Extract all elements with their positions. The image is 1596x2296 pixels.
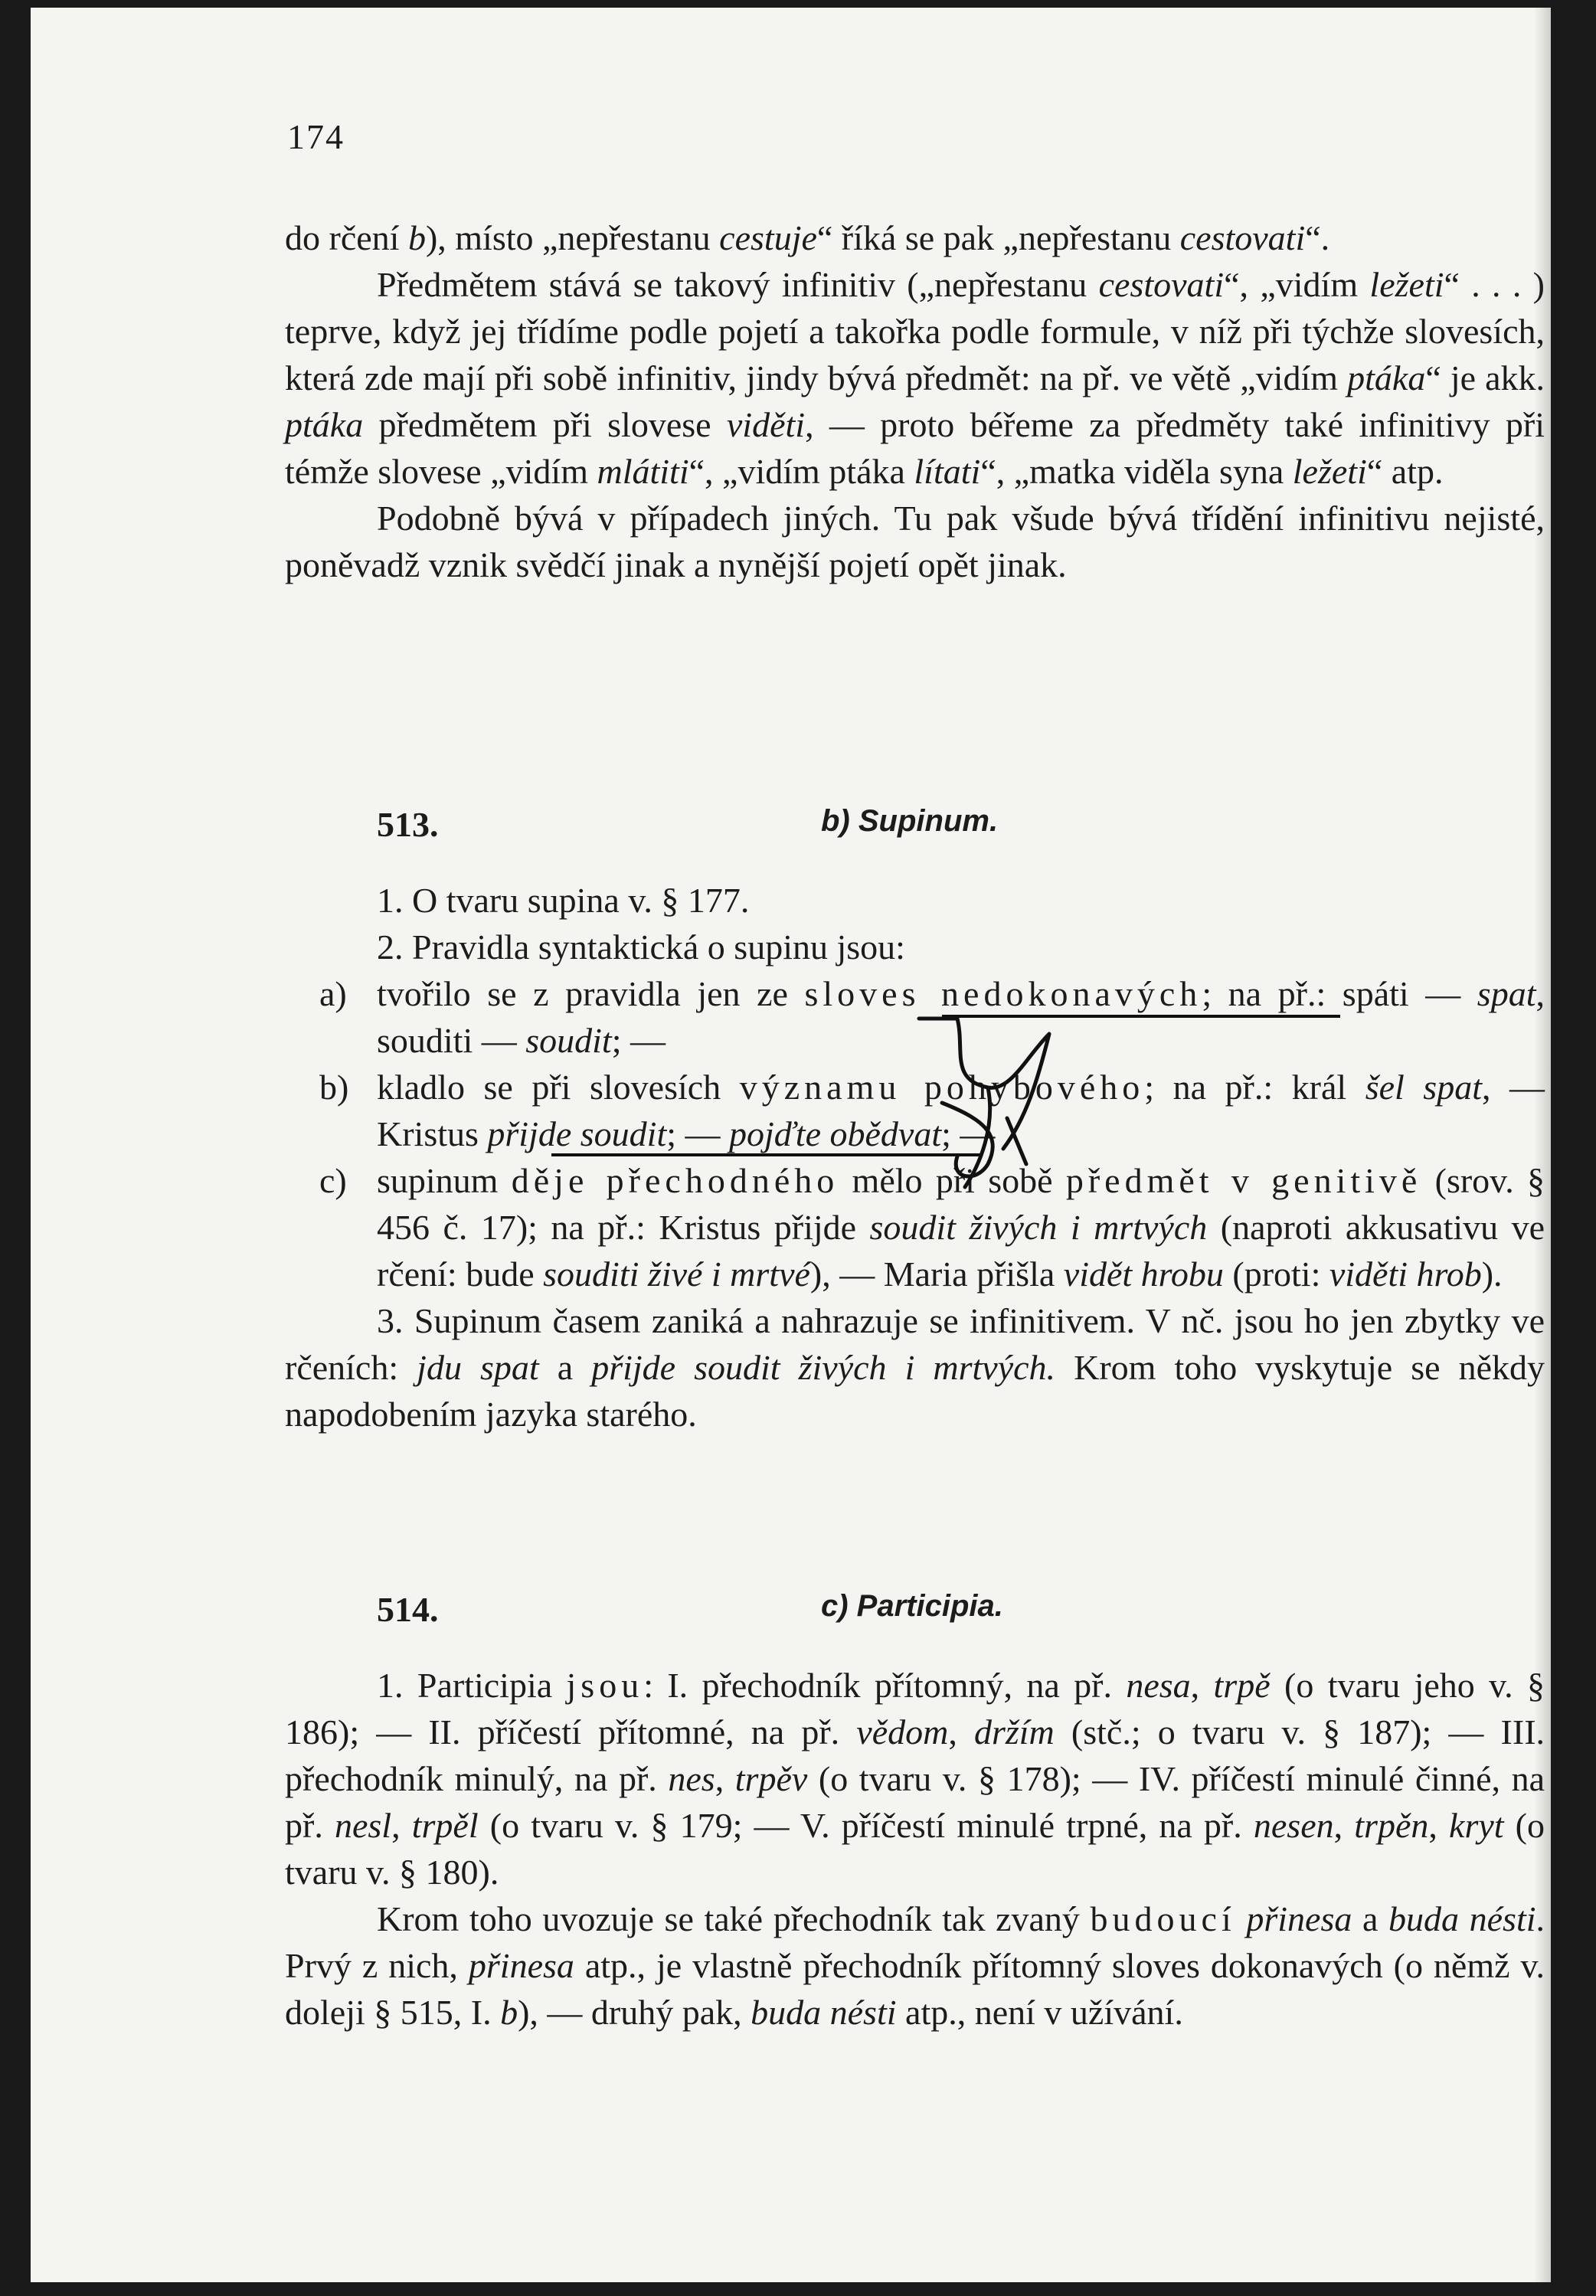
page-number: 174 [287, 117, 345, 156]
handwritten-underline-b [551, 1153, 980, 1156]
handwritten-underline-a [942, 1015, 1340, 1018]
section-513-title: b) Supinum. [821, 804, 999, 838]
s514-point-2: Krom toho uvozuje se také přechodník tak zvaný budoucí přinesa a buda nésti. Prvý z nich, přinesa atp., je vlastně přechodník přítomný sloves dokonavých (o němž v. doleji § 515, I. b), — druhý pak, buda nésti atp., není v užívání. [285, 1899, 1545, 2032]
section-514-heading [285, 1589, 1545, 1643]
s513-point-2: 2. Pravidla syntaktická o supinu jsou: [377, 927, 905, 966]
book-page [31, 8, 1551, 2282]
s513-item-b: b) kladlo se při slovesích významu pohybového; na př.: král šel spat, — Kristus přijde soudit; — pojďte obědvat; — [319, 1068, 1545, 1153]
intro-paragraph-3: Podobně bývá v případech jiných. Tu pak všude bývá třídění infinitivu nejisté, poněvadž vznik svědčí jinak a nynější pojetí opět jinak. [285, 499, 1545, 584]
s513-item-c: c) supinum děje přechodného mělo při sobě předmět v genitivě (srov. § 456 č. 17); na př.: Kristus přijde soudit živých i mrtvých (naproti akkusativu ve rčení: bude souditi živé i mrtvé), — Maria přišla vidět hrobu (proti: viděti hrob). [319, 1161, 1545, 1294]
section-514-number: 514. [377, 1590, 439, 1629]
s513-point-1: 1. O tvaru supina v. § 177. [377, 881, 750, 920]
intro-paragraph-1: do rčení b), místo „nepřestanu cestuje“ říká se pak „nepřestanu cestovati“. [285, 218, 1330, 257]
section-513-body [285, 877, 1545, 1437]
section-513-number: 513. [377, 805, 439, 844]
intro-block [285, 214, 1545, 588]
section-514-body [285, 1662, 1545, 2036]
section-513-heading [285, 804, 1545, 858]
intro-paragraph-2: Předmětem stává se takový infinitiv („nepřestanu cestovati“, „vidím ležeti“ . . . ) teprve, když jej třídíme podle pojetí a takořka podle formule, v níž při týchže slovesích, která zde mají při sobě infinitiv, jindy bývá předmět: na př. ve větě „vidím ptáka“ je akk. ptáka předmětem při slovese viděti, — proto béřeme za předměty také infinitivy při témže slovese „vidím mlátiti“, „vidím ptáka lítati“, „matka viděla syna ležeti“ atp. [285, 265, 1545, 491]
s513-item-a: a) tvořilo se z pravidla jen ze sloves nedokonavých; na př.: spáti — spat, souditi — soudit; — [319, 974, 1545, 1060]
s513-point-3: 3. Supinum časem zaniká a nahrazuje se infinitivem. V nč. jsou ho jen zbytky ve rčeních: jdu spat a přijde soudit živých i mrtvých. Krom toho vyskytuje se někdy napodobením jazyka starého. [285, 1301, 1545, 1434]
section-514-title: c) Participia. [821, 1589, 1003, 1623]
s514-point-1: 1. Participia jsou: I. přechodník přítomný, na př. nesa, trpě (o tvaru jeho v. § 186); — II. příčestí přítomné, na př. vědom, držím (stč.; o tvaru v. § 187); — III. přechodník minulý, na př. nes, trpěv (o tvaru v. § 178); — IV. příčestí minulé činné, na př. nesl, trpěl (o tvaru v. § 179; — V. příčestí minulé trpné, na př. nesen, trpěn, kryt (o tvaru v. § 180). [285, 1666, 1545, 1892]
